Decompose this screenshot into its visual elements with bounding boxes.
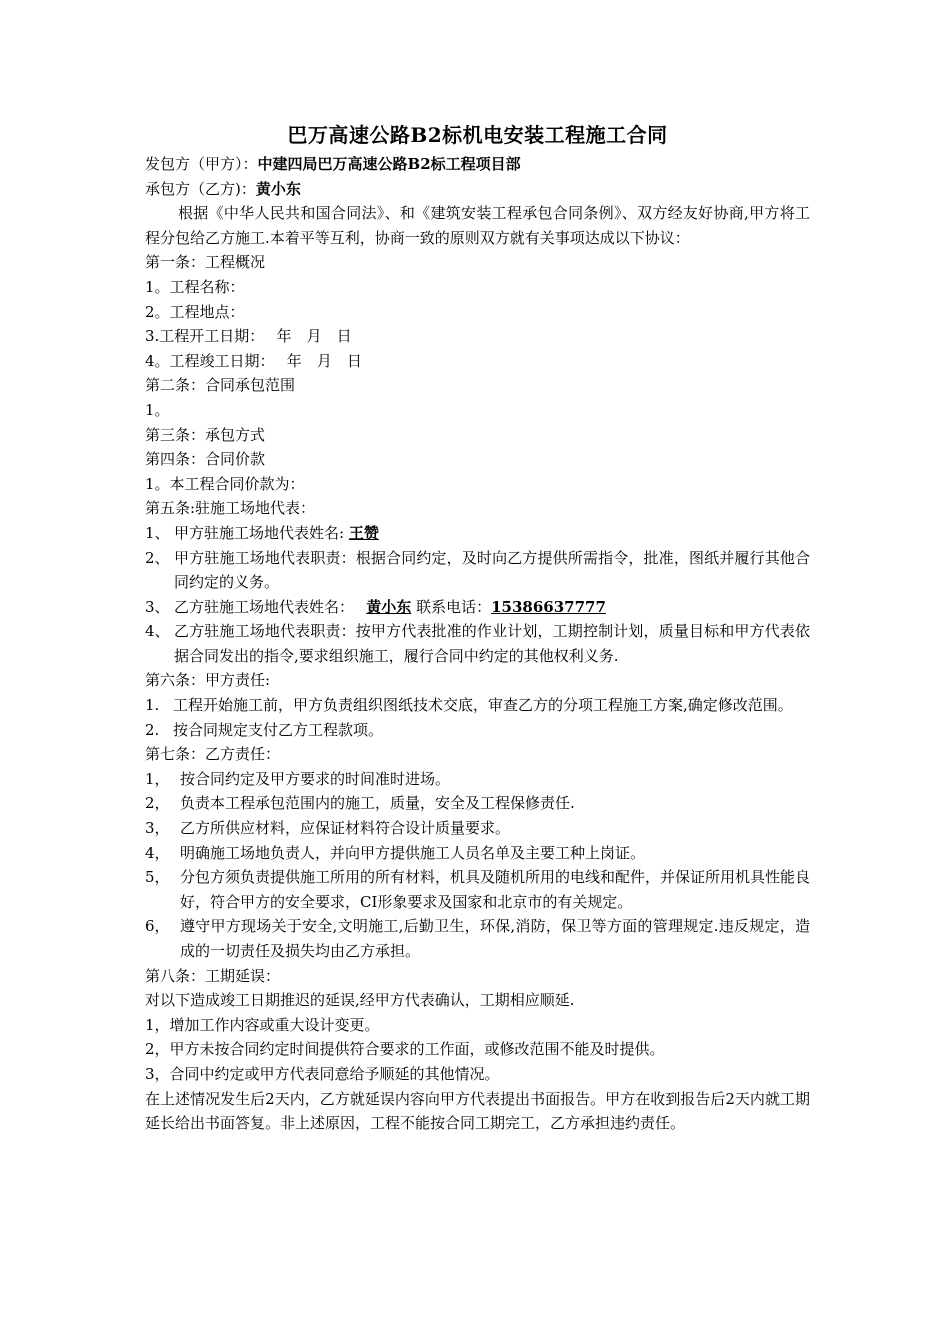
list-number: 1、 bbox=[145, 523, 170, 542]
completion-date-line: 4。工程竣工日期： 年 月 日 bbox=[145, 351, 362, 370]
article-7-heading: 第七条：乙方责任： bbox=[145, 745, 281, 764]
list-item bbox=[145, 767, 810, 792]
list-number: 1. bbox=[145, 696, 160, 715]
list-item bbox=[145, 865, 810, 914]
article-1-heading: 第一条：工程概况 bbox=[145, 253, 266, 272]
list-number: 3， bbox=[145, 819, 170, 838]
list-item bbox=[145, 914, 810, 963]
party-b-value: 黄小东 bbox=[255, 179, 301, 198]
list-item bbox=[145, 841, 810, 866]
article-6-heading: 第六条：甲方责任: bbox=[145, 671, 271, 690]
list-text: 按合同规定支付乙方工程款项。 bbox=[173, 720, 384, 739]
list-text: 甲方驻施工场地代表姓名: bbox=[174, 523, 349, 542]
party-b-rep-name: 黄小东 bbox=[366, 597, 412, 616]
list-number: 4、 bbox=[145, 622, 170, 641]
list-number: 5， bbox=[145, 868, 170, 887]
contract-page bbox=[145, 118, 810, 1136]
delay-intro: 对以下造成竣工日期推迟的延误,经甲方代表确认，工期相应顺延. bbox=[145, 991, 575, 1010]
party-b-line bbox=[145, 177, 810, 202]
article-4-heading: 第四条：合同价款 bbox=[145, 450, 266, 469]
list-text: 按合同约定及甲方要求的时间准时进场。 bbox=[180, 769, 451, 788]
contract-price-line: 1。本工程合同价款为： bbox=[145, 474, 305, 493]
delay-item-1: 1，增加工作内容或重大设计变更。 bbox=[145, 1015, 380, 1034]
document-title: 巴万高速公路B2标机电安装工程施工合同 bbox=[287, 123, 668, 147]
list-text: 乙方所供应材料，应保证材料符合设计质量要求。 bbox=[180, 819, 511, 838]
list-text: 乙方驻施工场地代表姓名： bbox=[174, 597, 367, 616]
article-2-heading: 第二条：合同承包范围 bbox=[145, 376, 296, 395]
phone-label: 联系电话： bbox=[411, 597, 492, 616]
list-text: 乙方驻施工场地代表职责：按甲方代表批准的作业计划，工期控制计划，质量目标和甲方代表依据合同发出的指令,要求组织施工，履行合同中约定的其他权利义务. bbox=[174, 622, 810, 665]
list-number: 6， bbox=[145, 917, 170, 936]
phone-number: 15386637777 bbox=[491, 597, 606, 616]
scope-item-1: 1。 bbox=[145, 400, 170, 419]
party-a-value: 中建四局巴万高速公路B2标工程项目部 bbox=[257, 155, 521, 173]
party-a-rep-name: 王赞 bbox=[348, 523, 379, 542]
list-number: 1， bbox=[145, 769, 170, 788]
list-number: 2. bbox=[145, 720, 160, 739]
list-text: 负责本工程承包范围内的施工，质量，安全及工程保修责任. bbox=[180, 794, 575, 813]
list-item bbox=[145, 521, 810, 546]
project-name-line: 1。工程名称： bbox=[145, 277, 245, 296]
list-text: 工程开始施工前，甲方负责组织图纸技术交底，审查乙方的分项工程施工方案,确定修改范围。 bbox=[173, 696, 793, 715]
list-item bbox=[145, 791, 810, 816]
intro-paragraph: 根据《中华人民共和国合同法》、和《建筑安装工程承包合同条例》、双方经友好协商,甲方将工程分包给乙方施工.本着平等互利，协商一致的原则双方就有关事项达成以下协议： bbox=[145, 204, 810, 247]
project-location-line: 2。工程地点： bbox=[145, 302, 245, 321]
delay-item-3: 3，合同中约定或甲方代表同意给予顺延的其他情况。 bbox=[145, 1064, 500, 1083]
list-item bbox=[145, 718, 810, 743]
list-number: 2， bbox=[145, 794, 170, 813]
list-item bbox=[145, 619, 810, 668]
list-item bbox=[145, 595, 810, 620]
list-item bbox=[145, 546, 810, 595]
list-item bbox=[145, 693, 810, 718]
party-a-line bbox=[145, 152, 810, 177]
list-text: 遵守甲方现场关于安全,文明施工,后勤卫生，环保,消防，保卫等方面的管理规定.违反规定，造成的一切责任及损失均由乙方承担。 bbox=[180, 917, 810, 960]
list-number: 4， bbox=[145, 843, 170, 862]
list-number: 2、 bbox=[145, 548, 170, 567]
list-item bbox=[145, 816, 810, 841]
article-8-heading: 第八条：工期延误： bbox=[145, 966, 281, 985]
party-b-label: 承包方（乙方)： bbox=[145, 179, 256, 198]
party-a-label: 发包方（甲方）： bbox=[145, 155, 258, 173]
start-date-line: 3.工程开工日期： 年 月 日 bbox=[145, 327, 352, 346]
list-text: 分包方须负责提供施工所用的所有材料，机具及随机所用的电线和配件，并保证所用机具性能良好，符合甲方的安全要求，CI形象要求及国家和北京市的有关规定。 bbox=[180, 868, 811, 911]
article-5-heading: 第五条:驻施工场地代表： bbox=[145, 499, 316, 518]
article-3-heading: 第三条：承包方式 bbox=[145, 425, 266, 444]
list-text: 明确施工场地负责人，并向甲方提供施工人员名单及主要工种上岗证。 bbox=[180, 843, 646, 862]
delay-item-2: 2，甲方未按合同约定时间提供符合要求的工作面，或修改范围不能及时提供。 bbox=[145, 1040, 665, 1059]
list-number: 3、 bbox=[145, 597, 170, 616]
list-text: 甲方驻施工场地代表职责：根据合同约定，及时向乙方提供所需指令，批准，图纸并履行其他合同约定的义务。 bbox=[174, 548, 810, 592]
delay-closing-paragraph: 在上述情况发生后2天内，乙方就延误内容向甲方代表提出书面报告。甲方在收到报告后2天内就工期延长给出书面答复。非上述原因，工程不能按合同工期完工，乙方承担违约责任。 bbox=[145, 1089, 810, 1133]
